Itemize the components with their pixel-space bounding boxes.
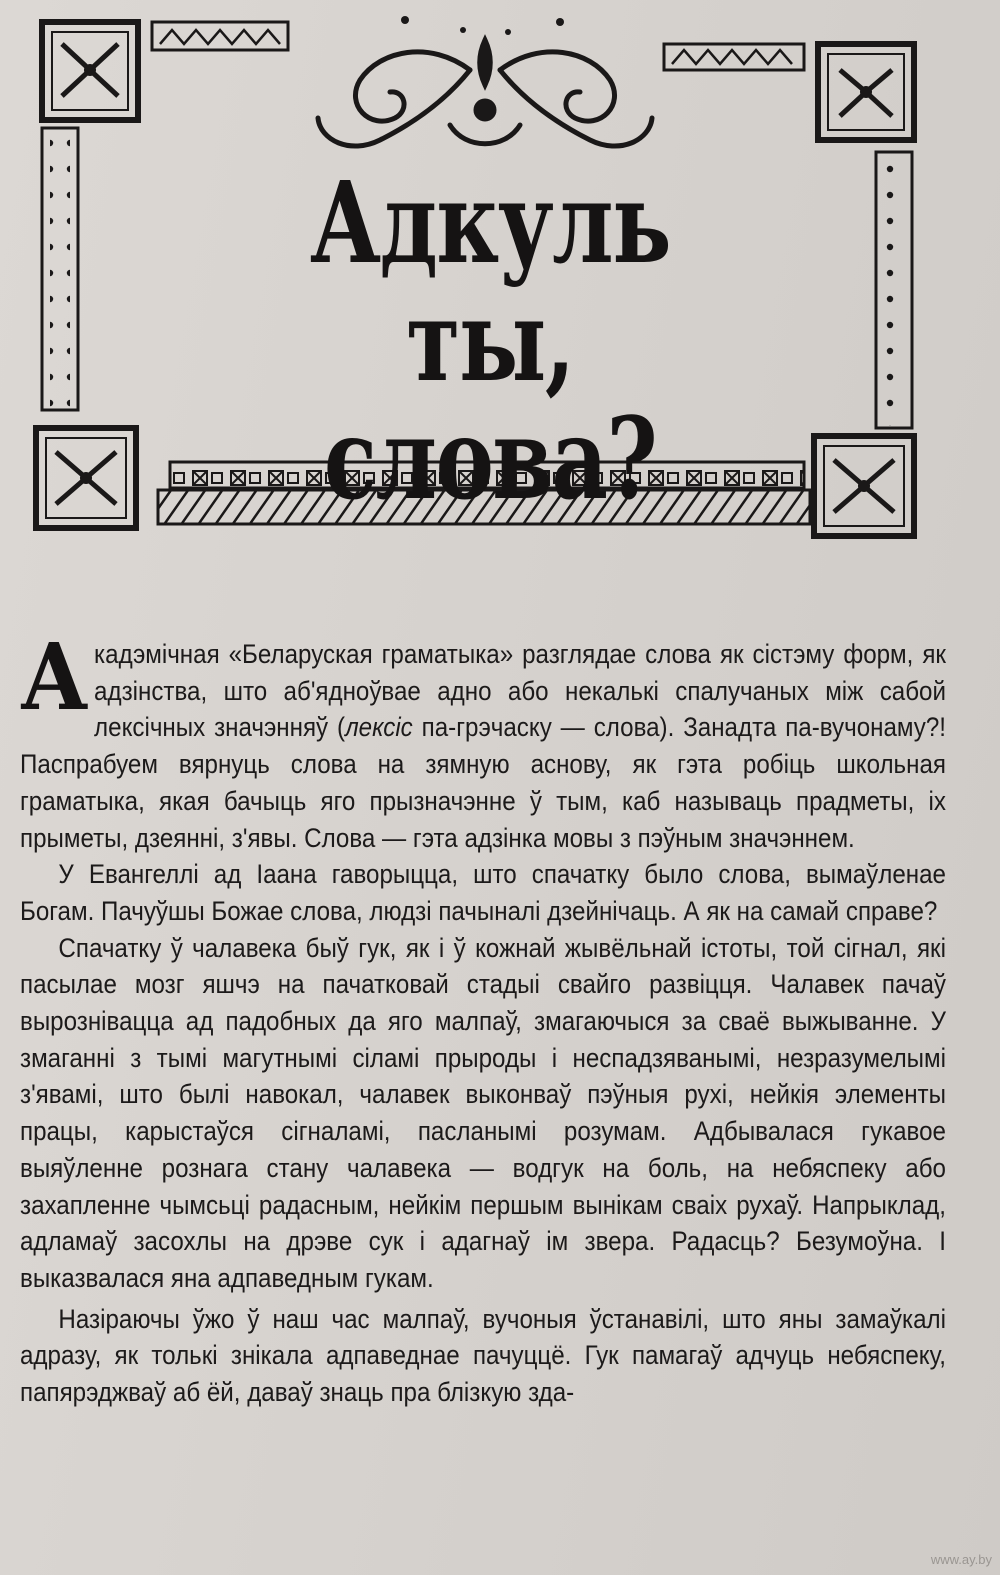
paragraph-2: У Евангеллі ад Іаана гаворыцца, што спачатку было слова, вымаўленае Богам. Пачуўшы Божае слова, людзі пачыналі дзейнічаць. А як на самай справе? (20, 859, 946, 926)
top-border-strip-left (152, 22, 288, 50)
floral-scroll-ornament (318, 16, 652, 146)
chapter-title-line-1: Адкуль ты, (310, 158, 670, 407)
paragraph-4: Назіраючы ўжо ў наш час малпаў, вучоныя ўстанавілі, што яны замаўкалі адразу, як толькі знікала адпаведнае пачуццё. Гук памагаў адчуць небяспеку, папярэджваў аб ёй, даваў знаць пра блізкую зда- (20, 1303, 946, 1408)
corner-ornament-top-right (818, 44, 914, 140)
paragraph-3: Спачатку ў чалавека быў гук, як і ў кожнай жывёльнай істоты, той сігнал, які пасылае мозг яшчэ на пачатковай стадыі свайго развіцця. Чалавек пачаў вырозніваццa ад падобных да яго малпаў, змагаючыся за сваё выжыванне. У змаганні з тымі магутнымі сіламі прыроды і неспадзяванымі, незразумелымі з'явамі, што былі навокал, чалавек выконваў пэўныя рухі, нейкія элементы працы, карыстаўся сігналамі, пасланымі розумам. Адбывалася гукавое выяўленне рознага стану чалавека — водгук на боль, на небяспеку або захапленне чымсьці радасным, нейкім першым вынікам сваіх рухаў. Напрыклад, адламаў засохлы на дрэве сук і адагнаў ім звера. Радасць? Безумоўна. І выказвалася яна адпаведным гукам. (20, 932, 946, 1293)
watermark: www.ay.by (930, 1552, 992, 1567)
top-border-strip-right (664, 44, 804, 70)
corner-ornament-top-left (42, 22, 138, 120)
corner-ornament-bottom-left (36, 428, 136, 528)
right-border-column (876, 152, 912, 428)
paragraph-1: Акадэмічная «Беларуская граматыка» разглядае слова як сістэму форм, як адзінства, што аб'ядноўвае адно або некалькі спалучаных між сабой лексічных значэнняў (лексіс па-грэчаску — слова). Занадта па-вучонаму?! Паспрабуем вярнуць слова на зямную аснову, як гэта робіць школьная граматыка, якая бачыць яго прызначэнне ў тым, каб называць прадметы, іх прыметы, дзеянні, з'явы. Слова — гэта адзінка мовы з пэўным значэннем. (20, 623, 946, 853)
drop-cap: А (20, 623, 89, 731)
chapter-title-line-2: слова? (323, 394, 657, 525)
body-text (20, 623, 946, 1411)
chapter-title (287, 158, 693, 525)
corner-ornament-bottom-right (814, 436, 914, 536)
italic-term: лексіс (345, 712, 413, 743)
left-border-column (42, 128, 78, 410)
